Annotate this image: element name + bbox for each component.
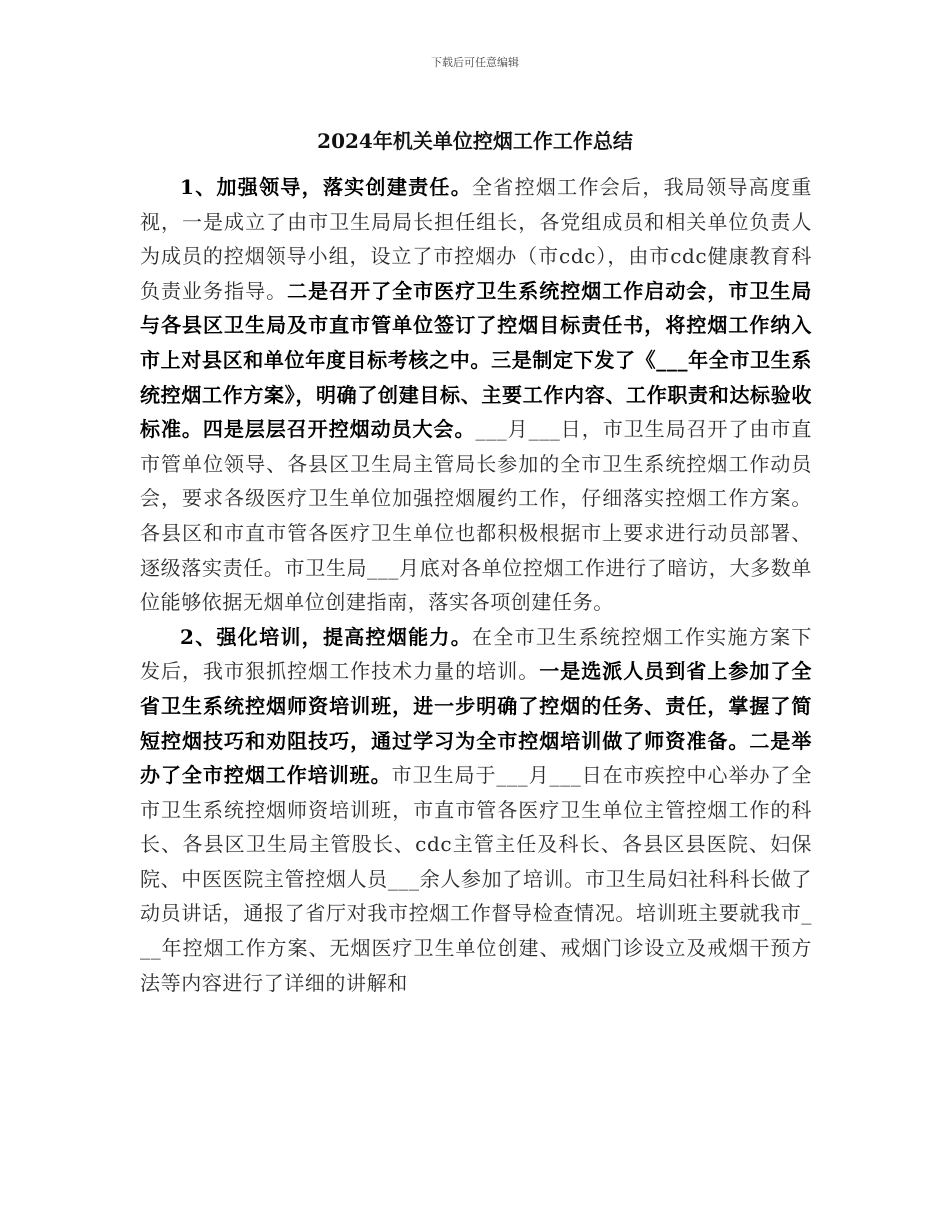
paragraph-2-text-c: 市卫生局于___月___日在市疾控中心举办了全市卫生系统控烟师资培训班，市直市管各医疗卫生单位主管控烟工作的科长、各县区卫生局主管股长、cdc主管主任及科长、各县区县医院、妇保院、中医医院主管控烟人员___余人参加了培训。市卫生局妇社科科长做了动员讲话，通报了省厅对我市控烟工作督导检查情况。培训班主要就我市___年控烟工作方案、无烟医疗卫生单位创建、戒烟门诊设立及戒烟干预方法等内容进行了详细的讲解和 xyxy=(140,763,812,995)
paragraph-1-text-b-bold: 二是召开了全市医疗卫生系统控烟工作启动会，市卫生局与各县区卫生局及市直市管单位签订了控烟目标责任书，将控烟工作纳入市上对县区和单位年度目标考核之中。三是制定下发了《___年全市卫生系统控烟工作方案》，明确了创建目标、主要工作内容、工作职责和达标验收标准。四是层层召开控烟动员大会。 xyxy=(140,278,813,442)
page-header-note: 下载后可任意编辑 xyxy=(431,56,519,69)
document-title: 2024年机关单位控烟工作工作总结 xyxy=(317,129,633,153)
paragraph-2 xyxy=(140,620,812,1001)
paragraph-1-text-a: 全省控烟工作会后，我局领导高度重视，一是成立了由市卫生局局长担任组长，各党组成员和相关单位负责人为成员的控烟领导小组，设立了市控烟办（市cdc），由市cdc健康教育科负责业务指导。 xyxy=(140,175,812,303)
document-body xyxy=(140,170,812,1000)
paragraph-1-text-c: ___月___日，市卫生局召开了由市直市管单位领导、各县区卫生局主管局长参加的全市卫生系统控烟工作动员会，要求各级医疗卫生单位加强控烟履约工作，仔细落实控烟工作方案。各县区和市直市管各医疗卫生单位也都积极根据市上要求进行动员部署、逐级落实责任。市卫生局___月底对各单位控烟工作进行了暗访，大多数单位能够依据无烟单位创建指南，落实各项创建任务。 xyxy=(140,417,812,615)
paragraph-2-text-a: 在全市卫生系统控烟工作实施方案下发后，我市狠抓控烟工作技术力量的培训。 xyxy=(140,624,812,684)
paragraph-1 xyxy=(140,170,812,620)
paragraph-2-heading: 2、强化培训，提高控烟能力。 xyxy=(180,624,473,649)
paragraph-2-text-b-bold: 一是选派人员到省上参加了全省卫生系统控烟师资培训班，进一步明确了控烟的任务、责任，掌握了简短控烟技巧和劝阻技巧，通过学习为全市控烟培训做了师资准备。二是举办了全市控烟工作培训班。 xyxy=(140,659,812,788)
paragraph-1-heading: 1、加强领导，落实创建责任。 xyxy=(180,175,473,199)
